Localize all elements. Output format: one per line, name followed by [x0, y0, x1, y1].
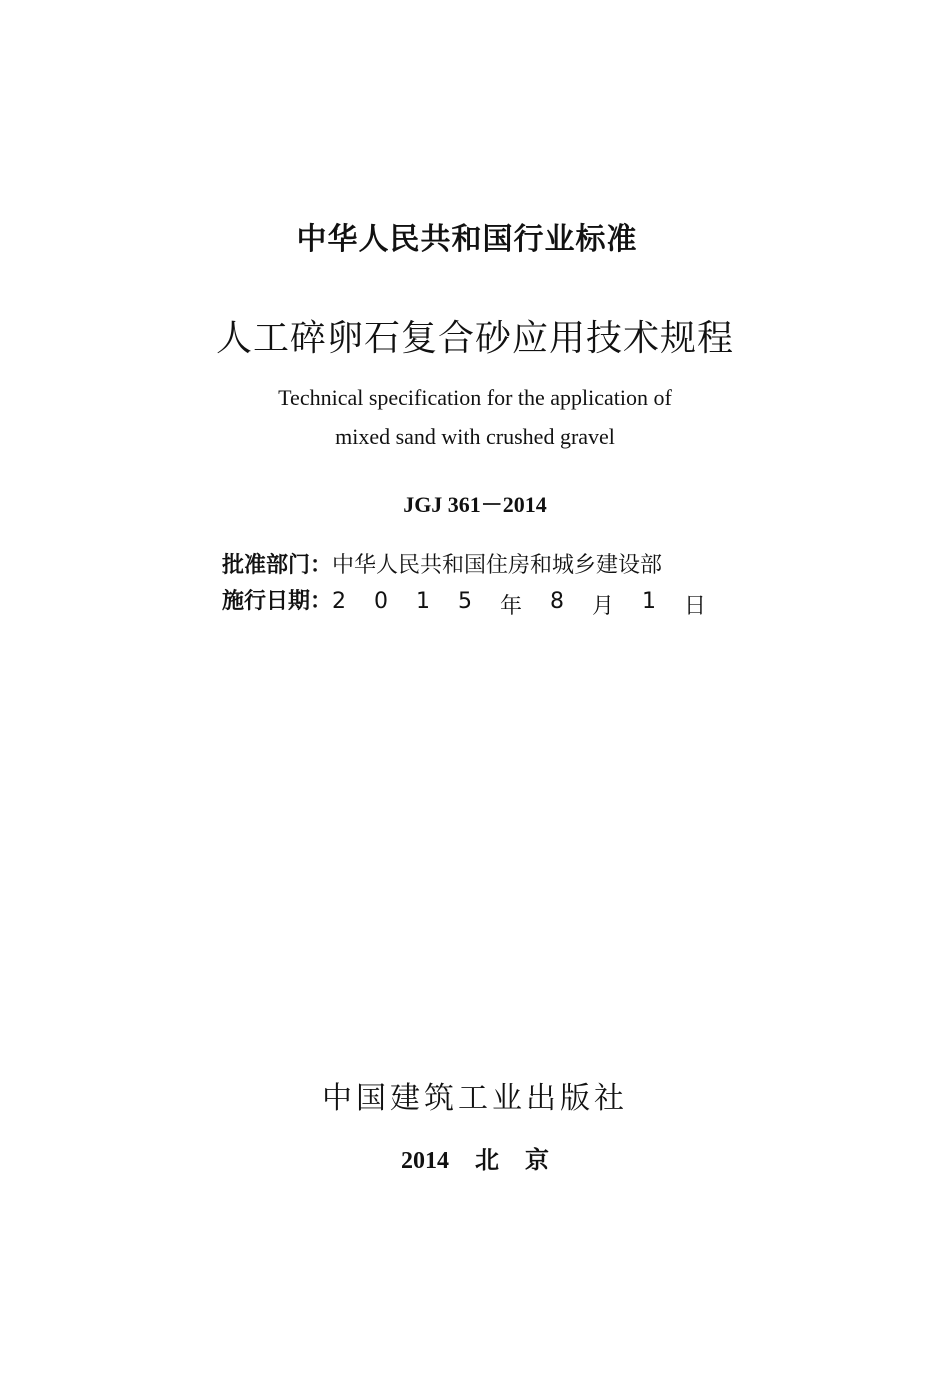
effective-date-value	[332, 589, 706, 620]
publication-city-2: 京	[525, 1148, 549, 1174]
publication-year: 2014	[401, 1148, 449, 1174]
publication-city-1: 北	[475, 1148, 499, 1174]
date-part: 1	[416, 589, 431, 614]
standard-code: JGJ 361－2014	[403, 492, 547, 517]
publication-year-place	[0, 1140, 950, 1175]
date-part: 日	[684, 594, 707, 619]
approval-value: 中华人民共和国住房和城乡建设部	[332, 553, 663, 578]
title-english-line-2: mixed sand with crushed gravel	[335, 424, 615, 449]
date-part: 月	[592, 594, 615, 619]
approval-department	[222, 548, 662, 579]
date-part: 0	[374, 589, 389, 614]
effective-date	[222, 584, 706, 620]
publisher-name: 中国建筑工业出版社	[322, 1081, 628, 1116]
approval-label: 批准部门：	[222, 553, 333, 578]
title-english-line-1: Technical specification for the application of	[278, 385, 672, 410]
effective-date-label: 施行日期：	[222, 589, 333, 614]
date-part: 1	[642, 589, 657, 614]
title-chinese: 人工碎卵石复合砂应用技术规程	[215, 318, 734, 359]
date-part: 年	[500, 594, 523, 619]
date-part: 5	[458, 589, 473, 614]
standard-series: 中华人民共和国行业标准	[296, 222, 638, 257]
date-part: 2	[332, 589, 347, 614]
date-part: 8	[550, 589, 565, 614]
